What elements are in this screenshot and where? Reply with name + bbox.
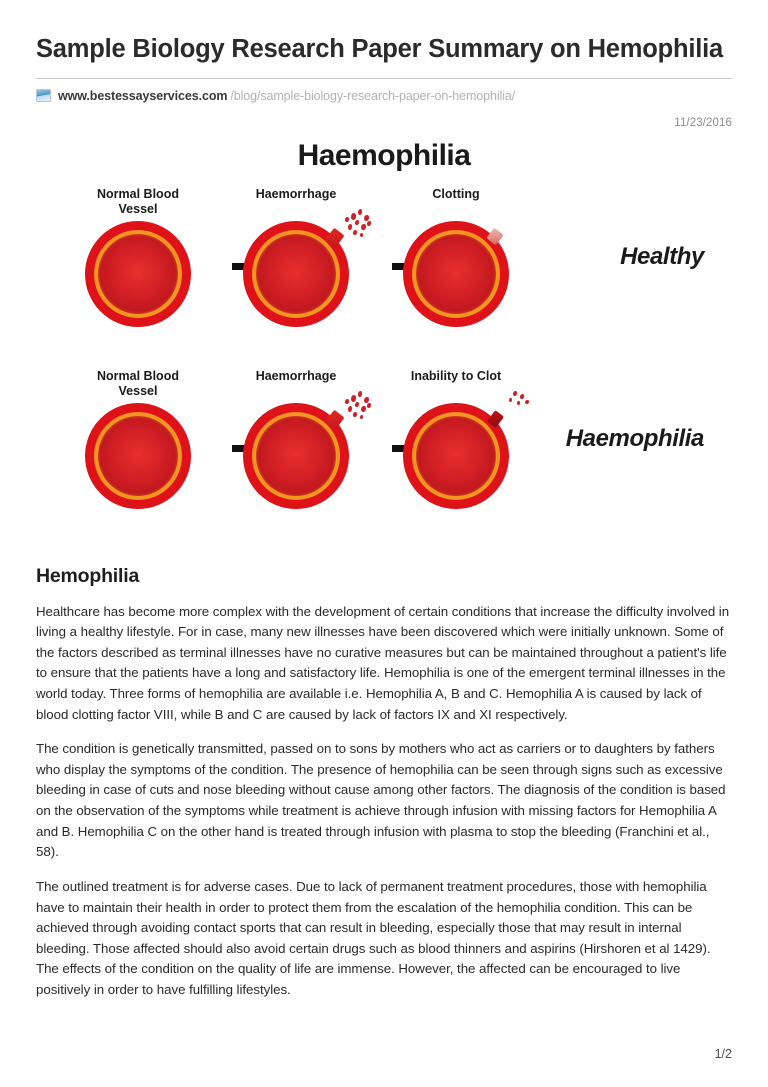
- website-thumbnail-icon: [36, 89, 51, 102]
- cell-label: Normal Blood Vessel: [97, 186, 179, 217]
- blood-droplets-icon: [327, 205, 373, 245]
- diagram-cell-haemorrhage-haemophilia: [216, 369, 376, 509]
- diagram-row-healthy: [36, 187, 732, 347]
- diagram-cell-normal-vessel-haemophilia: [58, 369, 218, 509]
- source-domain[interactable]: www.bestessayservices.com: [58, 88, 228, 103]
- cell-label: Inability to Clot: [410, 368, 502, 383]
- page-title: Sample Biology Research Paper Summary on Hemophilia: [36, 35, 724, 63]
- blood-vessel-normal-icon: [85, 403, 191, 509]
- body-paragraph: The condition is genetically transmitted, passed on to sons by mothers who act as carriers or to daughters by fathers who display the symptoms of the condition. The presence of hemophilia can be seen through signs such as excessive bleeding in case of cuts and nose bleeding without cause among other factors. The diagnosis of the condition is based on the observation of the symptoms while treatment is achieve through infusion with missing factors for Hemophilia A and B. Hemophilia C on the other hand is treated through infusion with plasma to stop the bleeding (Franchini et al., 58).: [36, 741, 726, 860]
- haemophilia-diagram: [36, 139, 732, 539]
- body-paragraph: Healthcare has become more complex with the development of certain conditions that increase the difficulty involved in living a healthy lifestyle. For in case, many new illnesses have been discovered which were initially unknown. Some of the factors described as terminal illnesses have no curative measures but can be maintained throughout a patient's life to ensure that the patients have a long and satisfactory life. Hemophilia is one of the emergent terminal illnesses in the world today. Three forms of hemophilia are available i.e. Hemophilia A, B and C. Hemophilia A is caused by lack of blood clotting factor VIII, while B and C are caused by lack of factors IX and XI respectively.: [36, 603, 730, 722]
- diagram-cell-inability-to-clot: [376, 369, 536, 509]
- diagram-title: Haemophilia: [297, 138, 471, 172]
- blood-vessel-normal-icon: [85, 221, 191, 327]
- section-heading: Hemophilia: [36, 564, 140, 587]
- page-number: 1/2: [714, 1047, 732, 1061]
- body-paragraph: The outlined treatment is for adverse cases. Due to lack of permanent treatment procedures, those with hemophilia have to maintain their health in order to protect them from the escalation of the hemophilia condition. This can be achieved through avoiding contact sports that can result in bleeding, especially those that may result in internal bleeding. Those affected should also avoid certain drugs such as blood thinners and aspirins (Hirshoren et al 1429). The effects of the condition on the quality of life are immense. However, the affected can be encouraged to live positively in order to have fulfilling lifestyles.: [36, 878, 711, 997]
- row-verdict-healthy: Healthy: [620, 242, 704, 270]
- cell-label: Normal Blood Vessel: [97, 368, 179, 399]
- diagram-cell-normal-vessel-healthy: [58, 187, 218, 327]
- cell-label: Clotting: [432, 186, 480, 201]
- blood-droplets-icon: [487, 387, 533, 427]
- row-verdict-haemophilia: Haemophilia: [565, 424, 704, 452]
- title-divider: [36, 78, 732, 79]
- document-date: 11/23/2016: [674, 116, 732, 129]
- blood-droplets-icon: [327, 387, 373, 427]
- diagram-cell-haemorrhage-healthy: [216, 187, 376, 327]
- diagram-cell-clotting-healthy: [376, 187, 536, 327]
- diagram-row-haemophilia: [36, 369, 732, 529]
- cell-label: Haemorrhage: [255, 368, 337, 383]
- source-url-line: [36, 89, 732, 103]
- source-path[interactable]: /blog/sample-biology-research-paper-on-hemophilia/: [230, 88, 516, 103]
- cell-label: Haemorrhage: [255, 186, 337, 201]
